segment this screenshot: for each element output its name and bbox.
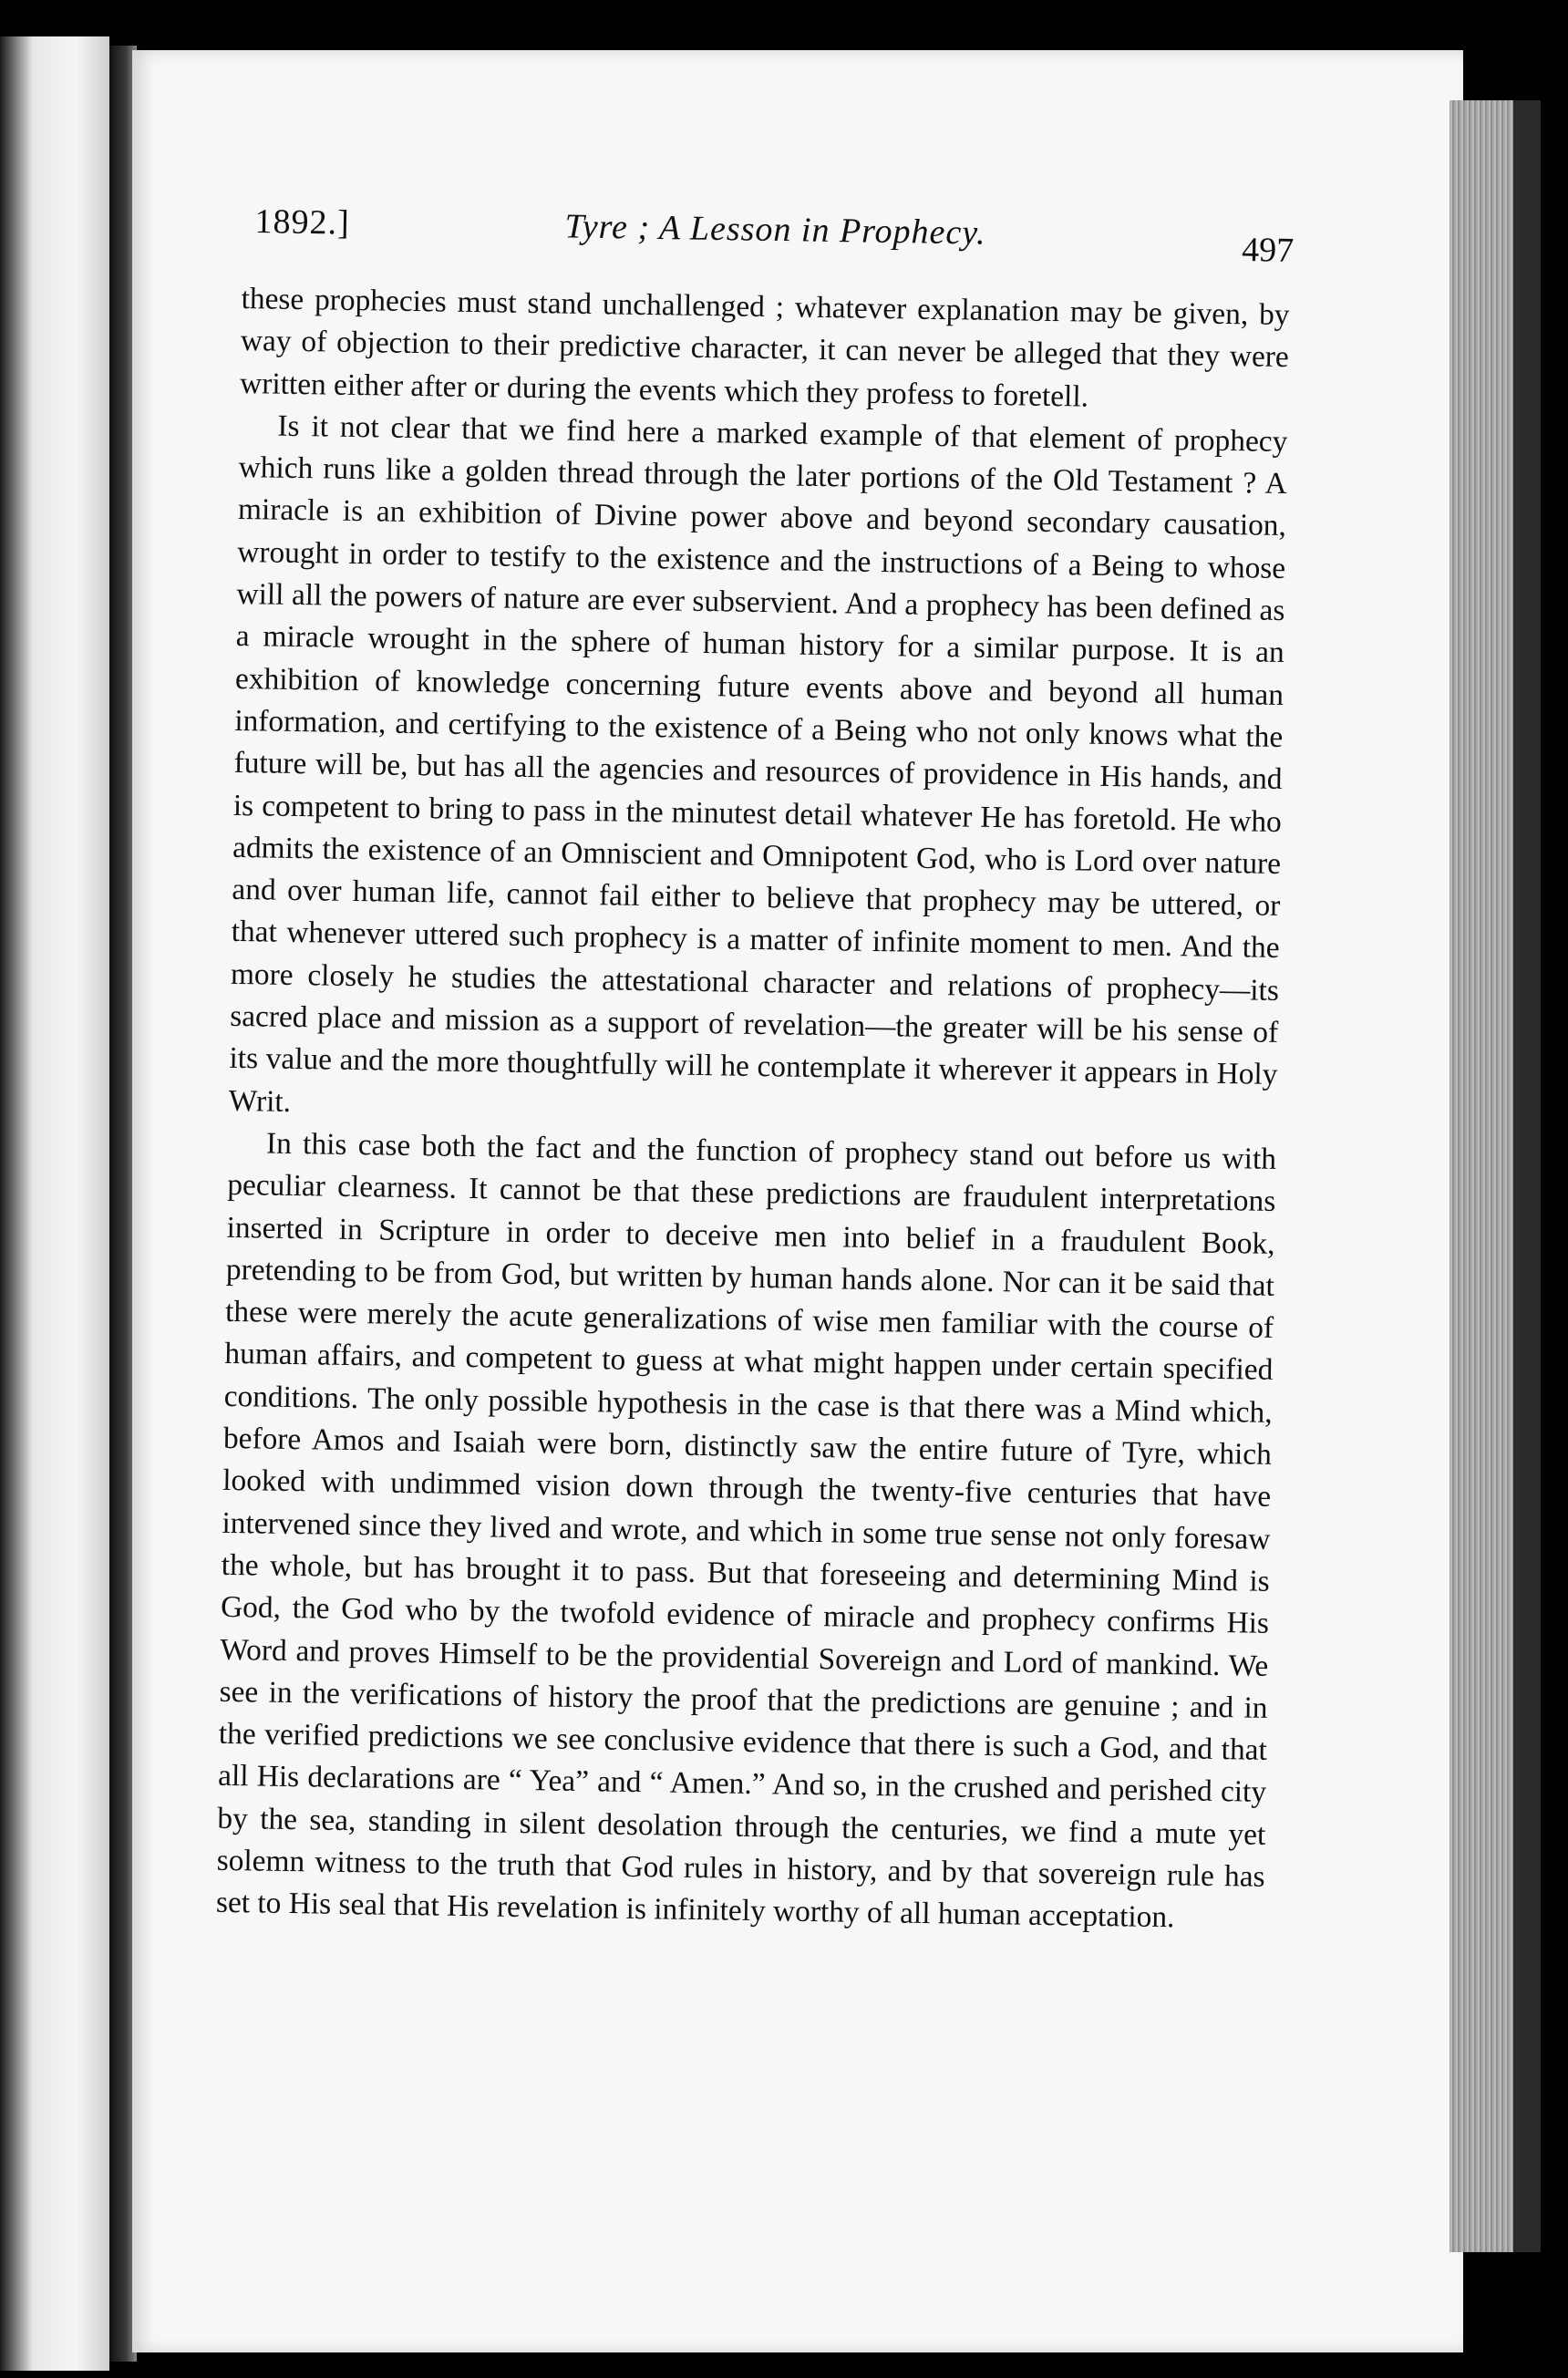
header-title: Tyre ; A Lesson in Prophecy.: [564, 207, 986, 253]
page-stack-shadow: [1513, 100, 1541, 2252]
paragraph-1: these prophecies must stand unchallenged ; whatever explanation may be given, by way of objection to their predictive character, it can never be alleged that they were written either after or during the events which they profess to foretell.: [239, 281, 1290, 414]
header-year: 1892.]: [254, 202, 351, 243]
page-stack-edge: [1449, 100, 1513, 2252]
article-body: [216, 278, 1290, 1940]
paragraph-2: Is it not clear that we find here a marked example of that element of prophecy which runs like a golden thread through the later portions of the Old Testament ? A miracle is an exhibition of Divine power above and beyond secondary causation, wrought in order to testify to the existence and the instructions of a Being to whose will all the powers of nature are ever subservient. And a prophecy has been defined as a miracle wrought in the sphere of human history for a similar purpose. It is an exhibition of knowledge concerning future events above and beyond all human information, and certifying to the existence of a Being who not only knows what the future will be, but has all the agencies and resources of providence in His hands, and is competent to bring to pass in the minutest detail whatever He has foretold. He who admits the existence of an Omniscient and Omnipotent God, who is Lord over nature and over human life, cannot fail either to believe that prophecy may be uttered, or that whenever uttered such prophecy is a matter of infinite moment to men. And the more closely he studies the attestational character and relations of prophecy—its sacred place and mission as a support of revelation—the greater will be his sense of its value and the more thoughtfully will he contemplate it wherever it appears in Holy Writ.: [228, 408, 1288, 1119]
page-number: 497: [1241, 231, 1295, 270]
paragraph-3: In this case both the fact and the function of prophecy stand out before us with peculiar clearness. It cannot be that these predictions are fraudulent interpretations inserted in Scripture in order to deceive men into belief in a fraudulent Book, pretending to be from God, but written by human hands alone. Nor can it be said that these were merely the acute generalizations of wise men familiar with the course of human affairs, and competent to guess at what might happen under certain specified conditions. The only possible hypothesis in the case is that there was a Mind which, before Amos and Isaiah were born, distinctly saw the entire future of Tyre, which looked with undimmed vision down through the twenty-five centuries that have intervened since they lived and wrote, and which in some true sense not only foresaw the whole, but has brought it to pass. But that foreseeing and determining Mind is God, the God who by the twofold evidence of miracle and prophecy confirms His Word and proves Himself to be the providential Sovereign and Lord of mankind. We see in the verifications of history the proof that the predictions are genuine ; and in the verified predictions we see conclusive evidence that there is such a God, and that all His declarations are “ Yea” and “ Amen.” And so, in the crushed and perished city by the sea, standing in silent desolation through the centuries, we find a mute yet solemn witness to the truth that God rules in history, and by that sovereign rule has set to His seal that His revelation is infinitely worthy of all human acceptation.: [215, 1126, 1277, 1935]
left-page-edge: [0, 36, 109, 2371]
